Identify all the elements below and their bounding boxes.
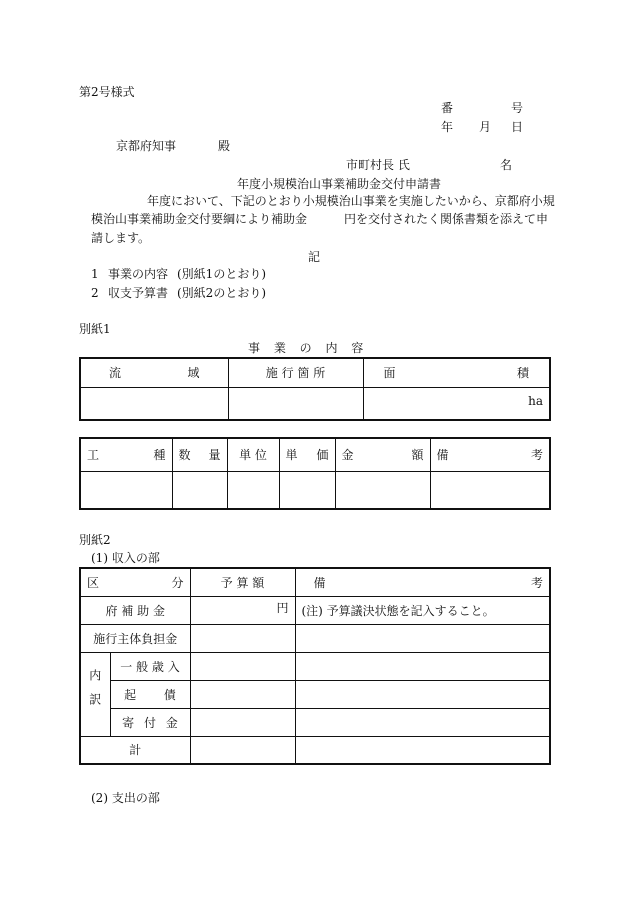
row-donation: 寄 付 金 <box>110 708 190 736</box>
cell-subsidy-budget[interactable] <box>190 596 295 624</box>
cell-burden-budget[interactable] <box>190 624 295 652</box>
header-remarks <box>430 438 550 471</box>
header-remarks-2: 考 <box>530 448 543 463</box>
header-kou: 考 <box>530 575 543 590</box>
header-kind-2: 種 <box>153 448 166 463</box>
cell-subsidy-note: (注) 予算議決状態を記入すること。 <box>295 596 550 624</box>
row-executor-burden: 施行主体負担金 <box>80 624 190 652</box>
cell-basin[interactable] <box>80 387 228 420</box>
cell-donation-budget[interactable] <box>190 708 295 736</box>
cell-site[interactable] <box>228 387 363 420</box>
annex1-work-table <box>79 437 551 510</box>
cell-total-note[interactable] <box>295 736 550 764</box>
header-tsuki: 月 <box>479 120 492 134</box>
header-qty-1: 数 <box>178 448 191 463</box>
header-price <box>279 438 335 471</box>
cell-bond-budget[interactable] <box>190 680 295 708</box>
item-2-label: 収支予算書 <box>108 286 169 300</box>
item-1-label: 事業の内容 <box>108 267 169 281</box>
cell-general-note[interactable] <box>295 652 550 680</box>
income-table <box>79 567 551 765</box>
header-hi: 日 <box>511 120 524 134</box>
cell-donation-note[interactable] <box>295 708 550 736</box>
header-area-2: 積 <box>516 366 529 381</box>
ki-label: 記 <box>308 250 321 264</box>
header-ban: 番 <box>441 101 454 115</box>
header-basin-2: 域 <box>187 366 200 381</box>
header-amount-1: 金 <box>341 448 354 463</box>
header-remarks-1: 備 <box>436 448 449 463</box>
header-remark <box>295 568 550 596</box>
cell-area[interactable] <box>363 387 550 420</box>
row-total: 計 <box>80 736 190 764</box>
cell-total-budget[interactable] <box>190 736 295 764</box>
header-amount <box>335 438 430 471</box>
row-prefecture-subsidy: 府 補 助 金 <box>80 596 190 624</box>
header-budget: 予 算 額 <box>190 568 295 596</box>
item-1-num: 1 <box>91 267 99 281</box>
header-qty <box>172 438 227 471</box>
header-amount-2: 額 <box>411 448 424 463</box>
header-price-2: 価 <box>316 448 329 463</box>
body-line-3: 請します。 <box>91 231 151 245</box>
header-basin-1: 流 <box>109 366 122 381</box>
form-number: 第2号様式 <box>79 85 135 99</box>
header-area <box>363 358 550 387</box>
header-bi: 備 <box>313 575 326 590</box>
header-kind-1: 工 <box>87 448 100 463</box>
document-title: 年度小規模治山事業補助金交付申請書 <box>237 177 442 191</box>
cell-price[interactable] <box>279 471 335 509</box>
breakdown-label <box>80 652 110 736</box>
breakdown-text: 内訳 <box>87 668 102 717</box>
addressee-name: 京都府知事 <box>116 139 177 153</box>
header-bun: 分 <box>171 575 184 590</box>
header-nen: 年 <box>441 120 454 134</box>
header-kind <box>80 438 172 471</box>
header-basin <box>80 358 228 387</box>
cell-bond-note[interactable] <box>295 680 550 708</box>
applicant-mei: 名 <box>500 158 513 172</box>
header-qty-2: 量 <box>208 448 221 463</box>
annex2-title: 別紙2 <box>79 533 111 547</box>
header-category <box>80 568 190 596</box>
cell-unit[interactable] <box>227 471 279 509</box>
row-bond: 起 債 <box>110 680 190 708</box>
cell-kind[interactable] <box>80 471 172 509</box>
cell-general-budget[interactable] <box>190 652 295 680</box>
header-area-1: 面 <box>383 366 396 381</box>
expense-section-title: (2) 支出の部 <box>91 791 160 805</box>
row-general-revenue: 一 般 歳 入 <box>110 652 190 680</box>
cell-amount[interactable] <box>335 471 430 509</box>
header-site: 施 行 箇 所 <box>228 358 363 387</box>
annex1-area-table <box>79 357 551 421</box>
area-unit: ha <box>528 393 543 408</box>
annex1-table-title: 事 業 の 内 容 <box>248 341 364 355</box>
body-line-1: 年度において、下記のとおり小規模治山事業を実施したいから、京都府小規 <box>147 194 555 208</box>
header-unit: 単 位 <box>227 438 279 471</box>
applicant-title: 市町村長 氏 <box>346 158 410 172</box>
cell-burden-note[interactable] <box>295 624 550 652</box>
yen-unit: 円 <box>276 600 289 615</box>
item-1-note: (別紙1のとおり) <box>177 267 266 281</box>
header-go: 号 <box>511 101 524 115</box>
body-line-2b: 円を交付されたく関係書類を添えて申 <box>344 212 549 226</box>
cell-qty[interactable] <box>172 471 227 509</box>
cell-remarks[interactable] <box>430 471 550 509</box>
header-price-1: 単 <box>285 448 298 463</box>
income-section-title: (1) 収入の部 <box>91 551 160 565</box>
item-2-num: 2 <box>91 286 99 300</box>
annex1-title: 別紙1 <box>79 322 111 336</box>
addressee-dono: 殿 <box>218 139 231 153</box>
body-line-2: 模治山事業補助金交付要綱により補助金 <box>91 212 308 226</box>
header-ku: 区 <box>87 575 100 590</box>
item-2-note: (別紙2のとおり) <box>177 286 266 300</box>
